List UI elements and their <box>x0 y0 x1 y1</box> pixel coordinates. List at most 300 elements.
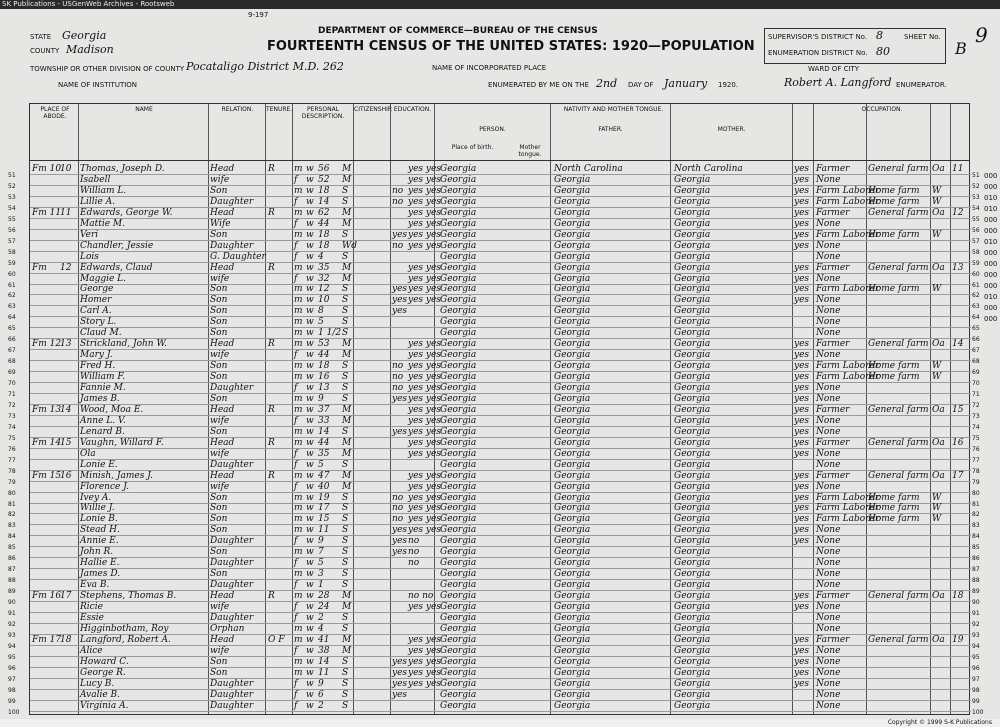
cell-ms: M <box>342 602 352 612</box>
line-number: 51 <box>8 172 16 179</box>
line-number-right: 70 <box>972 380 980 388</box>
cell-occ: None <box>816 580 841 591</box>
cell-age: 6 <box>318 689 324 700</box>
cell-rel: Head <box>210 339 235 350</box>
cell-read: yes yes <box>408 196 441 207</box>
cell-bp: Georgia <box>440 623 477 634</box>
cell-cls: W <box>932 492 942 503</box>
cell-ms: M <box>342 645 352 656</box>
line-number-right: 61 <box>972 281 980 289</box>
table-row <box>30 591 971 602</box>
cell-occ: Farmer <box>816 591 850 602</box>
cell-ind: Home farm <box>868 372 920 383</box>
cell-mbp: Georgia <box>674 678 711 689</box>
cell-name: Hallie E. <box>80 558 120 569</box>
cell-fbp: Georgia <box>554 492 591 503</box>
cell-rel: wife <box>210 645 230 656</box>
cell-name: Fannie M. <box>80 383 126 393</box>
cell-eng: yes <box>794 185 810 196</box>
cell-sex: m <box>294 393 303 404</box>
cell-rel: Head <box>210 207 235 218</box>
cell-name: Langford, Robert A. <box>80 634 171 645</box>
cell-sch: no <box>392 361 404 372</box>
line-number-right: 79 <box>972 478 980 486</box>
cell-fbp: Georgia <box>554 591 591 602</box>
cell-name: Lucy B. <box>80 678 115 689</box>
cell-ten: R <box>268 262 275 273</box>
cell-race: w <box>306 580 314 591</box>
cell-sex: f <box>294 700 298 711</box>
cell-cls: Oa <box>932 262 945 273</box>
cell-sch: yes <box>392 393 408 404</box>
cell-ten: R <box>268 339 275 350</box>
table-row <box>30 460 971 471</box>
cell-rel: Daughter <box>210 700 254 711</box>
table-row <box>30 547 971 558</box>
cell-age: 37 <box>318 404 330 415</box>
margin-code: 010 <box>984 238 998 246</box>
cell-race: w <box>306 667 314 678</box>
cell-read: no <box>408 547 420 558</box>
line-number: 98 <box>8 686 16 694</box>
cell-occ: None <box>816 525 841 536</box>
cell-occ: Farm Laborer <box>816 372 880 383</box>
cell-dw: Fm 15 <box>32 470 62 481</box>
cell-sex: m <box>294 437 303 448</box>
cell-age: 18 <box>318 185 330 196</box>
table-row <box>30 241 971 252</box>
cell-sex: m <box>294 306 303 317</box>
cell-fbp: Georgia <box>554 470 591 481</box>
cell-age: 14 <box>318 196 330 207</box>
cell-name: Maggie L. <box>80 273 127 284</box>
cell-occ: None <box>816 218 841 229</box>
line-number: 68 <box>8 358 16 366</box>
margin-code: 010 <box>984 293 998 301</box>
col-mother-tongue: Mother tongue. <box>518 144 542 158</box>
cell-ms: S <box>342 667 349 678</box>
cell-occ: Farmer <box>816 634 850 645</box>
table-row <box>30 569 971 580</box>
table-row <box>30 263 971 274</box>
footer <box>0 719 1000 727</box>
cell-race: w <box>306 448 314 459</box>
township-value: Pocataligo District M.D. 262 <box>186 60 344 73</box>
township-label: TOWNSHIP OR OTHER DIVISION OF COUNTY <box>30 65 185 73</box>
line-number: 59 <box>8 259 16 267</box>
cell-eng: yes <box>794 448 810 459</box>
cell-occ: None <box>816 415 841 426</box>
line-number-right: 89 <box>972 588 980 596</box>
cell-dw: Fm 11 <box>32 207 62 218</box>
cell-age: 5 <box>318 459 324 470</box>
cell-mbp: Georgia <box>674 536 711 547</box>
cell-sex: m <box>294 525 303 536</box>
cell-sex: f <box>294 448 298 459</box>
cell-name: Alice <box>80 645 103 656</box>
cell-rel: Son <box>210 317 228 328</box>
cell-rel: Son <box>210 503 228 514</box>
cell-fbp: Georgia <box>554 196 591 207</box>
line-number-right: 66 <box>972 336 980 344</box>
cell-mbp: Georgia <box>674 448 711 459</box>
cell-rel: Daughter <box>210 558 254 569</box>
cell-race: w <box>306 174 314 185</box>
cell-ms: S <box>342 558 349 569</box>
cell-read: no no <box>408 591 434 602</box>
cell-sch: yes <box>392 678 408 689</box>
cell-ind: General farm <box>868 591 929 602</box>
line-number: 94 <box>8 642 16 650</box>
cell-eng: yes <box>794 164 810 174</box>
cell-bp: Georgia <box>440 503 477 514</box>
cell-age: 1 1/2 <box>318 328 342 339</box>
cell-mbp: Georgia <box>674 459 711 470</box>
cell-eng: yes <box>794 207 810 218</box>
table-row <box>30 372 971 383</box>
cell-occ: None <box>816 306 841 317</box>
cell-fam: 13 <box>60 339 72 350</box>
cell-age: 4 <box>318 251 324 262</box>
cell-ind: General farm <box>868 470 929 481</box>
table-row <box>30 493 971 504</box>
cell-mbp: Georgia <box>674 404 711 415</box>
col-relation: RELATION. <box>221 106 254 113</box>
cell-rel: Son <box>210 514 228 525</box>
cell-age: 15 <box>318 514 330 525</box>
cell-ms: S <box>342 689 349 700</box>
cell-ten: R <box>268 591 275 602</box>
cell-dw: Fm 10 <box>32 164 62 174</box>
cell-sex: m <box>294 426 303 437</box>
cell-read: yes yes <box>408 404 441 415</box>
cell-eng: yes <box>794 426 810 437</box>
cell-sex: m <box>294 492 303 503</box>
cell-ms: S <box>342 580 349 591</box>
line-number: 92 <box>8 620 16 628</box>
cell-fbp: Georgia <box>554 404 591 415</box>
cell-eng: yes <box>794 284 810 295</box>
cell-rel: Son <box>210 656 228 667</box>
cell-occ: None <box>816 569 841 580</box>
cell-name: James D. <box>80 569 121 580</box>
cell-bp: Georgia <box>440 273 477 284</box>
cell-occ: None <box>816 689 841 700</box>
table-row <box>30 317 971 328</box>
cell-ms: S <box>342 678 349 689</box>
table-row <box>30 602 971 613</box>
cell-age: 9 <box>318 678 324 689</box>
cell-dw: Fm 12 <box>32 339 62 350</box>
col-occupation: OCCUPATION. <box>861 106 903 113</box>
cell-read: yes yes <box>408 667 441 678</box>
line-number-right: 56 <box>972 226 980 234</box>
cell-sch: yes <box>392 306 408 317</box>
cell-cls: Oa <box>932 164 945 174</box>
line-number-right: 88 <box>972 577 980 585</box>
cell-name: Ivey A. <box>80 492 112 503</box>
cell-bp: Georgia <box>440 689 477 700</box>
cell-ind: General farm <box>868 262 929 273</box>
table-row <box>30 624 971 635</box>
cell-read: yes yes <box>408 361 441 372</box>
cell-ms: M <box>342 437 352 448</box>
table-row <box>30 514 971 525</box>
cell-ind: Home farm <box>868 229 920 240</box>
table-row <box>30 284 971 295</box>
cell-occ: None <box>816 174 841 185</box>
line-number: 93 <box>8 631 16 639</box>
cell-rel: Son <box>210 426 228 437</box>
cell-read: yes yes <box>408 207 441 218</box>
cell-ms: M <box>342 481 352 492</box>
cell-ms: S <box>342 284 349 295</box>
browser-tab-bar[interactable]: SK Publications - USGenWeb Archives - Rootsweb <box>0 0 1000 9</box>
line-number: 83 <box>8 522 16 530</box>
incorporated-place-label: NAME OF INCORPORATED PLACE <box>432 64 547 72</box>
cell-age: 33 <box>318 415 330 426</box>
cell-bp: Georgia <box>440 459 477 470</box>
cell-race: w <box>306 426 314 437</box>
cell-bp: Georgia <box>440 328 477 339</box>
cell-race: w <box>306 306 314 317</box>
cell-mbp: Georgia <box>674 284 711 295</box>
line-number: 73 <box>8 412 16 420</box>
cell-age: 19 <box>318 492 330 503</box>
cell-fbp: Georgia <box>554 437 591 448</box>
cell-mbp: Georgia <box>674 470 711 481</box>
line-number: 82 <box>8 511 16 519</box>
cell-ind: Home farm <box>868 361 920 372</box>
cell-sex: m <box>294 503 303 514</box>
cell-fbp: Georgia <box>554 558 591 569</box>
cell-age: 5 <box>318 558 324 569</box>
cell-age: 32 <box>318 273 330 284</box>
cell-cls: W <box>932 503 942 514</box>
table-row <box>30 668 971 679</box>
table-row <box>30 274 971 285</box>
cell-name: William L. <box>80 185 127 196</box>
cell-name: Minish, James J. <box>80 470 153 481</box>
cell-sex: m <box>294 207 303 218</box>
cell-race: w <box>306 569 314 580</box>
cell-occ: None <box>816 678 841 689</box>
table-row <box>30 186 971 197</box>
cell-mbp: Georgia <box>674 514 711 525</box>
cell-race: w <box>306 383 314 393</box>
cell-fbp: Georgia <box>554 174 591 185</box>
department-heading: DEPARTMENT OF COMMERCE—BUREAU OF THE CENSUS <box>318 26 598 36</box>
cell-name: Howard C. <box>80 656 129 667</box>
cell-rel: Son <box>210 328 228 339</box>
cell-sex: m <box>294 591 303 602</box>
cell-age: 18 <box>318 240 330 251</box>
line-number: 81 <box>8 500 16 508</box>
line-number: 53 <box>8 193 16 201</box>
cell-fbp: Georgia <box>554 569 591 580</box>
cell-age: 1 <box>318 580 324 591</box>
cell-name: Ola <box>80 448 96 459</box>
cell-race: w <box>306 361 314 372</box>
cell-ind: Home farm <box>868 514 920 525</box>
form-number: 9-197 <box>248 11 269 19</box>
table-row <box>30 536 971 547</box>
cell-ms: S <box>342 328 349 339</box>
cell-occ: None <box>816 426 841 437</box>
cell-sex: m <box>294 569 303 580</box>
cell-bp: Georgia <box>440 634 477 645</box>
cell-race: w <box>306 492 314 503</box>
cell-cls: W <box>932 514 942 525</box>
cell-read: yes yes <box>408 273 441 284</box>
cell-age: 11 <box>318 667 330 678</box>
cell-sex: m <box>294 623 303 634</box>
line-number-right: 87 <box>972 566 980 574</box>
cell-mbp: Georgia <box>674 645 711 656</box>
line-number: 80 <box>8 489 16 497</box>
line-number-right: 82 <box>972 511 980 519</box>
cell-age: 16 <box>318 372 330 383</box>
state-value: Georgia <box>62 29 107 42</box>
cell-race: w <box>306 185 314 196</box>
cell-dw: Fm 14 <box>32 437 62 448</box>
cell-mbp: Georgia <box>674 240 711 251</box>
cell-rel: Wife <box>210 218 231 229</box>
cell-cls: W <box>932 185 942 196</box>
cell-ms: S <box>342 393 349 404</box>
line-number-right: 77 <box>972 456 980 464</box>
line-number-right: 64 <box>972 314 980 322</box>
line-number: 76 <box>8 445 16 453</box>
cell-bp: Georgia <box>440 580 477 591</box>
cell-read: yes yes <box>408 514 441 525</box>
cell-fbp: Georgia <box>554 262 591 273</box>
line-number-right: 55 <box>972 215 980 223</box>
cell-eng: yes <box>794 196 810 207</box>
line-number: 56 <box>8 226 16 234</box>
line-number: 58 <box>8 248 16 256</box>
cell-mbp: Georgia <box>674 503 711 514</box>
cell-sex: m <box>294 339 303 350</box>
cell-bp: Georgia <box>440 350 477 361</box>
cell-ms: M <box>342 448 352 459</box>
cell-sch: no <box>392 492 404 503</box>
cell-bp: Georgia <box>440 164 477 174</box>
line-number-right: 97 <box>972 675 980 683</box>
cell-race: w <box>306 284 314 295</box>
cell-read: yes yes <box>408 602 441 612</box>
cell-sex: f <box>294 459 298 470</box>
cell-eng: yes <box>794 383 810 393</box>
cell-mbp: Georgia <box>674 667 711 678</box>
line-number-right: 69 <box>972 369 980 377</box>
enumerator-name: Robert A. Langford <box>784 76 892 89</box>
table-row <box>30 613 971 624</box>
cell-age: 52 <box>318 174 330 185</box>
cell-ms: S <box>342 229 349 240</box>
cell-ms: S <box>342 251 349 262</box>
cell-bp: Georgia <box>440 361 477 372</box>
cell-age: 11 <box>318 525 330 536</box>
line-number-right: 98 <box>972 686 980 694</box>
county-label: COUNTY <box>30 47 60 55</box>
cell-fbp: Georgia <box>554 448 591 459</box>
cell-age: 17 <box>318 503 330 514</box>
cell-bp: Georgia <box>440 295 477 306</box>
cell-sex: m <box>294 667 303 678</box>
cell-sex: f <box>294 240 298 251</box>
cell-bp: Georgia <box>440 415 477 426</box>
cell-age: 4 <box>318 623 324 634</box>
line-number-right: 65 <box>972 325 980 333</box>
table-row <box>30 635 971 646</box>
cell-bp: Georgia <box>440 437 477 448</box>
cell-read: yes yes <box>408 164 441 174</box>
cell-bp: Georgia <box>440 667 477 678</box>
cell-eng: yes <box>794 273 810 284</box>
cell-fam: 16 <box>60 470 72 481</box>
line-number-right: 63 <box>972 303 980 311</box>
col-place-of-abode: PLACE OF ABODE. <box>40 106 70 120</box>
cell-occ: None <box>816 273 841 284</box>
cell-eng: yes <box>794 404 810 415</box>
cell-mbp: Georgia <box>674 218 711 229</box>
cell-eng: yes <box>794 634 810 645</box>
cell-ms: S <box>342 700 349 711</box>
cell-ms: S <box>342 459 349 470</box>
cell-fbp: Georgia <box>554 372 591 383</box>
cell-fbp: Georgia <box>554 207 591 218</box>
cell-rel: Son <box>210 569 228 580</box>
cell-fbp: Georgia <box>554 185 591 196</box>
margin-code: 010 <box>984 194 998 202</box>
day-of-label: DAY OF <box>628 81 654 89</box>
cell-ms: S <box>342 383 349 393</box>
table-row <box>30 208 971 219</box>
cell-name: Claud M. <box>80 328 122 339</box>
cell-sch: yes <box>392 426 408 437</box>
cell-rel: Daughter <box>210 383 254 393</box>
cell-name: Mattie M. <box>80 218 125 229</box>
cell-eng: yes <box>794 361 810 372</box>
margin-code: 000 <box>984 260 998 268</box>
col-person: PERSON. <box>479 126 506 133</box>
cell-fn: 13 <box>952 262 964 273</box>
line-number-right: 90 <box>972 599 980 607</box>
line-number-right: 60 <box>972 270 980 278</box>
cell-name: Lillie A. <box>80 196 116 207</box>
cell-age: 41 <box>318 634 330 645</box>
cell-bp: Georgia <box>440 558 477 569</box>
census-table <box>29 103 970 715</box>
cell-fbp: Georgia <box>554 645 591 656</box>
cell-bp: Georgia <box>440 251 477 262</box>
cell-sex: m <box>294 514 303 525</box>
line-number-right: 96 <box>972 664 980 672</box>
cell-ms: M <box>342 470 352 481</box>
margin-code: 000 <box>984 249 998 257</box>
line-number-right: 83 <box>972 522 980 530</box>
cell-race: w <box>306 240 314 251</box>
cell-cls: Oa <box>932 470 945 481</box>
cell-bp: Georgia <box>440 317 477 328</box>
cell-occ: Farm Laborer <box>816 229 880 240</box>
cell-ten: R <box>268 437 275 448</box>
cell-sex: m <box>294 656 303 667</box>
cell-age: 47 <box>318 470 330 481</box>
cell-occ: None <box>816 383 841 393</box>
cell-race: w <box>306 207 314 218</box>
